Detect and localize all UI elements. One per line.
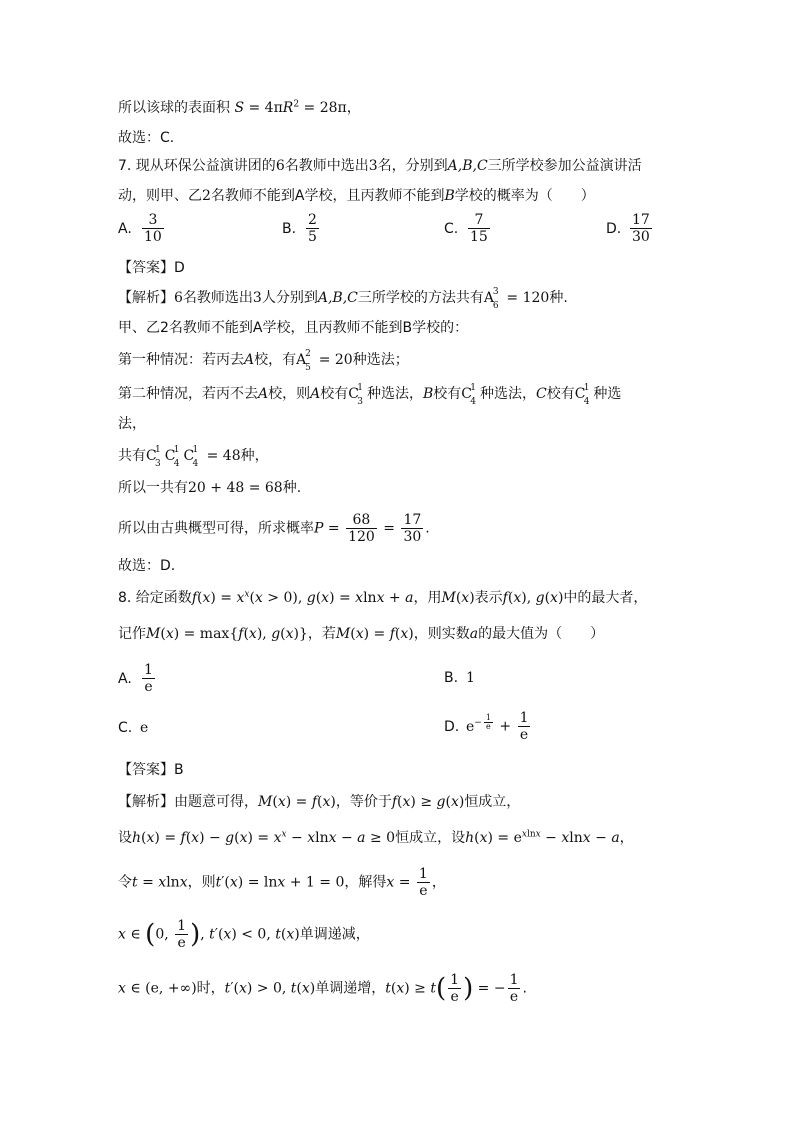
q7-option-c: C. $\frac{7}{15}$: [444, 212, 488, 245]
q8-option-a: A. $\frac{1}{e}$: [118, 662, 153, 695]
q7-option-d: D. $\frac{17}{30}$: [606, 212, 650, 245]
q7-solution-5: 法，: [118, 416, 146, 432]
q8-solution-1: 【解析】由题意可得，M(x) = f(x)，等价于f(x) ≥ g(x)恒成立，: [118, 794, 521, 810]
q8-option-b: B. 1: [444, 670, 475, 686]
q7-solution-6: 共有C 1 3 C 1 4 C 1 4 = 48种，: [118, 445, 269, 469]
q7-solution-1: 【解析】6名教师选出3人分别到A,B,C三所学校的方法共有A 3 6 = 120种.: [118, 287, 568, 311]
q7-solution-4: 第二种情况，若丙不去A校，则A校有C 1 3 种选法，B校有C 1 4 种选法，C校有C 1 4 种选: [118, 383, 622, 407]
text-line: 所以该球的表面积 $S = 4\pi R^2 = 28\pi$，: [118, 99, 361, 116]
question-8-line-1: 8. 给定函数$f(x) = x^x(x > 0)$, g(x) = xlnx + a，用M(x)表示f(x), g(x)中的最大者，: [118, 589, 648, 606]
q8-solution-2: 设$h(x) = f(x) - g(x) = x^x - xlnx - a \ge 0$恒成立，设$h(x) = e^{xlnx} - xlnx - a$，: [118, 829, 634, 846]
q8-answer: 【答案】B: [118, 762, 184, 778]
q8-solution-3: 令t = xlnx，则t′(x) = lnx + 1 = 0，解得x = $\frac{1}{e}$ ，: [118, 866, 446, 899]
q7-option-a: A. $\frac{3}{10}$: [118, 212, 162, 245]
q7-solution-3: 第一种情况：若丙去A校，有A 2 5 = 20种选法；: [118, 349, 409, 373]
q8-solution-5: x ∈ (e, +∞)时，t′(x) > 0, t(x)单调递增，t(x) ≥ t( $\frac{1}{e}$ ) = − $\frac{1}{e}$ .: [118, 972, 527, 1005]
question-7-line-2: 动，则甲、乙2名教师不能到A学校，且丙教师不能到B学校的概率为（ ）: [118, 188, 595, 204]
text-fragment: 所以该球的表面积: [118, 100, 230, 116]
q8-option-d: D. $e^{- \frac{1}{e}}$ + $\frac{1}{e}$: [444, 710, 529, 743]
sphere-area-formula: $S = 4\pi R^2 = 28\pi$: [234, 99, 347, 116]
q7-answer: 【答案】D: [118, 260, 185, 276]
text-line: 故选：C.: [118, 130, 175, 146]
q7-solution-8: 所以由古典概型可得，所求概率P = $\frac{68}{120}$ = $\frac{17}{30}$ .: [118, 512, 430, 545]
q7-solution-9: 故选：D.: [118, 558, 176, 574]
q8-option-c: C. e: [118, 720, 149, 736]
q8-solution-4: x ∈ (0, $\frac{1}{e}$ ), t′(x) < 0, t(x)单调递减，: [118, 918, 370, 951]
question-8-line-2: 记作M(x) = max{f(x), g(x)}，若M(x) = f(x)，则实数a的最大值为（ ）: [118, 626, 605, 642]
q7-solution-7: 所以一共有20 + 48 = 68种.: [118, 480, 302, 496]
question-7-line-1: 7. 现从环保公益演讲团的6名教师中选出3名，分别到A,B,C三所学校参加公益演讲活: [118, 158, 642, 174]
q7-option-b: B. $\frac{2}{5}$: [282, 212, 317, 245]
q7-solution-2: 甲、乙2名教师不能到A学校，且丙教师不能到B学校的：: [118, 320, 469, 336]
